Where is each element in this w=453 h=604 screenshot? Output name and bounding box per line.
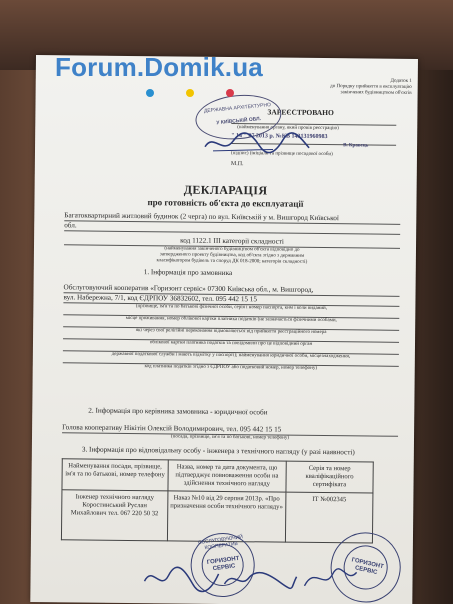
registered-label: ЗАРЕЄСТРОВАНО bbox=[267, 107, 334, 118]
document-title: ДЕКЛАРАЦІЯ bbox=[183, 182, 268, 198]
document-page bbox=[30, 55, 418, 604]
head-caption: (посада, прізвище, ім'я та по батькові, номер телефону) bbox=[170, 434, 290, 441]
object-line: обл. bbox=[64, 221, 400, 235]
engineer-signature bbox=[300, 564, 360, 595]
document-subtitle: про готовність об'єкта до експлуатації bbox=[147, 197, 304, 209]
caption-line: державної податкової служби і мають відмітку у паспорті); найменування юридичної особи, місцезнаходження, bbox=[111, 351, 351, 360]
caption-line: затвердженого проекту будівництва, код об'єкта згідно з державним bbox=[159, 252, 305, 259]
caption-line: місце проживання, номер облікової картки платника податків (не зазначається фізичними особами, bbox=[125, 315, 337, 324]
object-description bbox=[64, 211, 400, 235]
registrar-name: В. Кравець bbox=[343, 143, 369, 149]
watermark-dot-yellow bbox=[186, 89, 194, 97]
watermark-dot-blue bbox=[146, 89, 154, 97]
caption-line: класифікатором будівель та споруд ДК 018-2000; категорія складності) bbox=[156, 258, 308, 265]
customer-line: Обслуговуючий кооператив «Горизонт сервіс» 07300 Київська обл., м. Вишгород, bbox=[64, 283, 400, 297]
section-1-heading: 1. Інформація про замовника bbox=[143, 268, 233, 278]
caption-line: облікової картки платника податків та повідомили про це відповідний орган bbox=[149, 340, 313, 347]
table-cell: Інженер технічного нагляду Коростинський Руслан Михайлович тел. 067 220 50 32 bbox=[61, 490, 167, 541]
table-header-cell: Серія та номер кваліфікаційного сертифіката bbox=[286, 461, 373, 493]
supervision-table bbox=[61, 458, 374, 543]
caption-line: (найменування закінченого будівництвом об'єкта відповідно до bbox=[164, 246, 300, 253]
customer-signature bbox=[140, 561, 300, 597]
watermark-dot-red bbox=[226, 89, 234, 97]
caption-line: код платника податків згідно з ЄДРПОУ або податковий номер, номер телефону) bbox=[144, 364, 318, 371]
stamp-ring-text: ОБСЛУГОВУЮЧИЙ КООПЕРАТИВ bbox=[197, 534, 244, 552]
caption-line: які через свої релігійні переконання відмовляються від прийняття реєстраційного номера bbox=[135, 328, 327, 336]
registrar-signature bbox=[203, 129, 313, 160]
customer-caption bbox=[63, 303, 400, 373]
stamp-text: ДЕРЖАВНА АРХІТЕКТУРНО bbox=[203, 102, 272, 115]
section-2-heading: 2. Інформація про керівника замовника - юридичної особи bbox=[88, 406, 268, 417]
table-cell: Наказ №10 від 29 серпня 2013р. «Про призначення особи технічного нагляду» bbox=[167, 491, 286, 542]
table-cell: ІТ №002345 bbox=[285, 492, 373, 543]
object-caption bbox=[64, 245, 400, 267]
object-line: Багатоквартирний житловий будинок (2 черга) по вул. Київській у м. Вишгород Київської bbox=[64, 211, 400, 225]
table-header-cell: Назва, номер та дата документа, що підтверджує повноваження особи на здійснення технічного нагляду bbox=[168, 460, 286, 492]
registrar-caption: (підпис) (ініціали та прізвище посадової особи) bbox=[230, 151, 333, 158]
appendix-block bbox=[282, 78, 412, 97]
table-header-cell: Найменування посади, прізвище, ім'я та по батькові, номер телефону bbox=[62, 459, 168, 491]
object-category: код 1122.1 III категорії складності bbox=[64, 235, 400, 249]
stamp-center-text: ГОРИЗОНТ СЕРВІС bbox=[206, 555, 240, 573]
customer-line: вул. Набережна, 7/1, код ЄДРПОУ 36832602, тел. 095 442 15 15 bbox=[63, 293, 399, 307]
appendix-line: закінчених будівництвом об'єктів bbox=[340, 90, 412, 96]
mp-label: М.П. bbox=[230, 161, 244, 168]
head-of-customer: Голова кооперативу Нікітін Олексій Володимирович, тел. 095 442 15 15 bbox=[62, 423, 398, 437]
registration-date-number: " 14 " 07 2013 р. №КВ 143131960983 bbox=[231, 133, 328, 141]
section-3-heading: 3. Інформація про відповідальну особу - інженера з технічного нагляду (у разі наявності) bbox=[81, 445, 355, 457]
stamp-center-text: ГОРИЗОНТ СЕРВІС bbox=[350, 557, 385, 577]
caption-line: (прізвище, ім'я та по батькові фізичної особи, серія і номер паспорта, ким і коли виданий, bbox=[135, 304, 327, 312]
watermark-logo: Forum.Domik.ua bbox=[55, 52, 263, 82]
appendix-line: Додаток 1 bbox=[390, 78, 412, 84]
registration-caption: (найменування органу, який провів реєстрацію) bbox=[237, 125, 339, 132]
appendix-line: до Порядку прийняття в експлуатацію bbox=[330, 84, 412, 90]
stamp-text: У КИЇВСЬКІЙ ОБЛ. bbox=[216, 116, 262, 127]
table-header-row bbox=[62, 459, 373, 493]
